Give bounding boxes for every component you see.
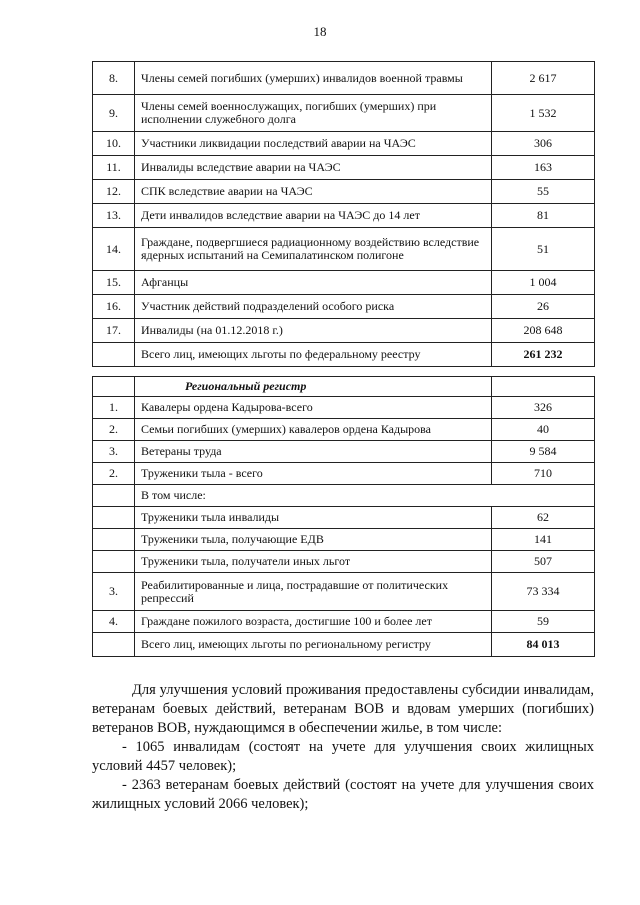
table-row xyxy=(93,156,595,180)
list-item: - 2363 ветеранам боевых действий (состоят на учете для улучшения своих жилищных условий 2066 человек); xyxy=(92,777,594,812)
row-category: Участник действий подразделений особого риска xyxy=(135,295,492,319)
table-row xyxy=(93,463,595,485)
row-value: 141 xyxy=(492,529,595,551)
row-value: 9 584 xyxy=(492,441,595,463)
regional-registry-table xyxy=(92,376,595,657)
table-row xyxy=(93,397,595,419)
row-value: 26 xyxy=(492,295,595,319)
row-number: 9. xyxy=(93,95,135,132)
row-category: В том числе: xyxy=(135,485,595,507)
row-number: 3. xyxy=(93,573,135,611)
total-label: Всего лиц, имеющих льготы по региональному регистру xyxy=(135,633,492,657)
table-row xyxy=(93,507,595,529)
row-category: Граждане пожилого возраста, достигшие 100 и более лет xyxy=(135,611,492,633)
row-number xyxy=(93,551,135,573)
row-category: Ветераны труда xyxy=(135,441,492,463)
row-value: 1 004 xyxy=(492,271,595,295)
row-number xyxy=(93,529,135,551)
table-row xyxy=(93,62,595,95)
row-value: 59 xyxy=(492,611,595,633)
table-heading: Региональный регистр xyxy=(135,377,492,397)
row-value: 507 xyxy=(492,551,595,573)
row-category: Кавалеры ордена Кадырова-всего xyxy=(135,397,492,419)
row-number: 2. xyxy=(93,419,135,441)
row-number: 11. xyxy=(93,156,135,180)
table-row xyxy=(93,204,595,228)
row-number: 3. xyxy=(93,441,135,463)
total-label: Всего лиц, имеющих льготы по федеральному реестру xyxy=(135,343,492,367)
total-row xyxy=(93,633,595,657)
row-number xyxy=(93,343,135,367)
row-category: Труженики тыла инвалиды xyxy=(135,507,492,529)
table-row xyxy=(93,295,595,319)
row-number: 10. xyxy=(93,132,135,156)
total-value: 261 232 xyxy=(492,343,595,367)
table-row xyxy=(93,611,595,633)
row-category: СПК вследствие аварии на ЧАЭС xyxy=(135,180,492,204)
table-row xyxy=(93,95,595,132)
subsidy-paragraph: Для улучшения условий проживания предоставлены субсидии инвалидам, ветеранам боевых действий, ветеранам ВОВ и вдовам умерших (погибших) ветеранов ВОВ, нуждающимся в обеспечении жилье, в том числе: xyxy=(92,682,594,736)
row-category: Инвалиды вследствие аварии на ЧАЭС xyxy=(135,156,492,180)
row-category: Дети инвалидов вследствие аварии на ЧАЭС до 14 лет xyxy=(135,204,492,228)
row-category: Труженики тыла - всего xyxy=(135,463,492,485)
row-value: 51 xyxy=(492,228,595,271)
row-category: Члены семей погибших (умерших) инвалидов военной травмы xyxy=(135,62,492,95)
table-row xyxy=(93,271,595,295)
row-number: 14. xyxy=(93,228,135,271)
row-value: 306 xyxy=(492,132,595,156)
table-row xyxy=(93,180,595,204)
row-category: Участники ликвидации последствий аварии на ЧАЭС xyxy=(135,132,492,156)
list-item: - 1065 инвалидам (состоят на учете для улучшения своих жилищных условий 4457 человек); xyxy=(92,739,594,774)
row-value: 55 xyxy=(492,180,595,204)
row-number: 15. xyxy=(93,271,135,295)
table-row xyxy=(93,485,595,507)
row-number xyxy=(93,485,135,507)
row-category: Труженики тыла, получающие ЕДВ xyxy=(135,529,492,551)
table-row xyxy=(93,419,595,441)
total-value: 84 013 xyxy=(492,633,595,657)
row-value: 1 532 xyxy=(492,95,595,132)
table-row xyxy=(93,551,595,573)
total-row xyxy=(93,343,595,367)
row-category: Труженики тыла, получатели иных льгот xyxy=(135,551,492,573)
row-number: 2. xyxy=(93,463,135,485)
row-number: 4. xyxy=(93,611,135,633)
table-heading-row xyxy=(93,377,595,397)
row-number xyxy=(93,507,135,529)
row-value: 62 xyxy=(492,507,595,529)
table-row xyxy=(93,319,595,343)
row-value: 81 xyxy=(492,204,595,228)
row-value: 163 xyxy=(492,156,595,180)
table-row xyxy=(93,573,595,611)
body-text xyxy=(92,681,594,814)
row-number: 13. xyxy=(93,204,135,228)
row-value: 208 648 xyxy=(492,319,595,343)
row-category: Афганцы xyxy=(135,271,492,295)
table-row xyxy=(93,529,595,551)
table-row xyxy=(93,132,595,156)
row-number: 12. xyxy=(93,180,135,204)
row-category: Граждане, подвергшиеся радиационному воздействию вследствие ядерных испытаний на Семипалатинском полигоне xyxy=(135,228,492,271)
row-category: Реабилитированные и лица, пострадавшие от политических репрессий xyxy=(135,573,492,611)
row-value: 2 617 xyxy=(492,62,595,95)
row-value: 710 xyxy=(492,463,595,485)
row-number: 8. xyxy=(93,62,135,95)
row-value: 326 xyxy=(492,397,595,419)
row-value: 73 334 xyxy=(492,573,595,611)
table-row xyxy=(93,441,595,463)
row-number: 1. xyxy=(93,397,135,419)
row-value: 40 xyxy=(492,419,595,441)
row-category: Семьи погибших (умерших) кавалеров ордена Кадырова xyxy=(135,419,492,441)
row-number: 17. xyxy=(93,319,135,343)
row-category: Члены семей военнослужащих, погибших (умерших) при исполнении служебного долга xyxy=(135,95,492,132)
page-number: 18 xyxy=(313,24,327,39)
table-row xyxy=(93,228,595,271)
federal-registry-table xyxy=(92,61,595,367)
row-number: 16. xyxy=(93,295,135,319)
row-category: Инвалиды (на 01.12.2018 г.) xyxy=(135,319,492,343)
